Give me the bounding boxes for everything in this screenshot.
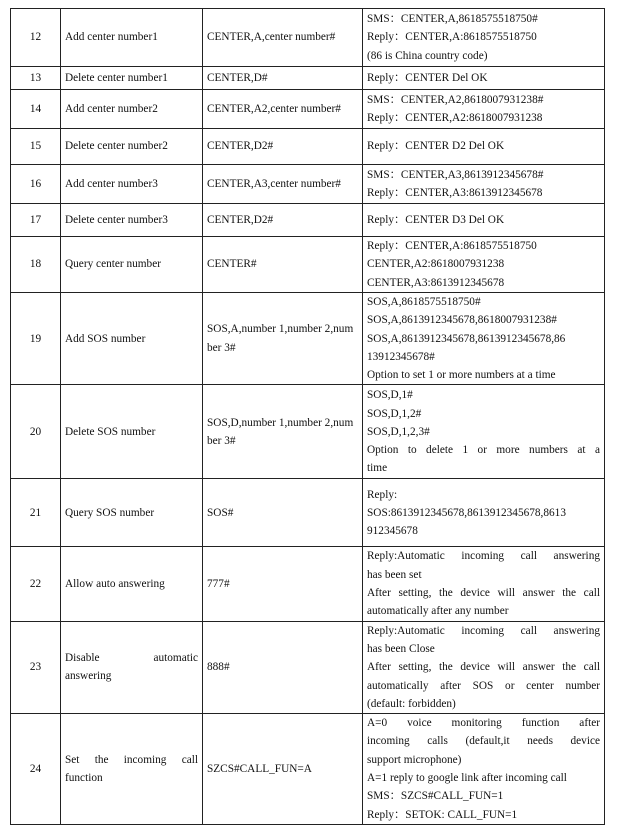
function-cell: Query SOS number [61, 479, 203, 547]
reply-line: automatically after SOS or center number [367, 679, 600, 692]
command-cell: CENTER,A2,center number# [203, 90, 363, 129]
reply-line: 912345678 [367, 525, 418, 538]
row-number: 14 [11, 90, 61, 129]
reply-line: CENTER,A3:8613912345678 [367, 276, 505, 289]
reply-cell [363, 129, 605, 165]
function-cell: Delete center number1 [61, 67, 203, 90]
reply-line: SMS：CENTER,A3,8613912345678# [367, 168, 544, 181]
reply-cell [363, 204, 605, 237]
reply-cell [363, 67, 605, 90]
reply-line: (86 is China country code) [367, 49, 488, 62]
function-cell: Delete center number2 [61, 129, 203, 165]
reply-line: Reply：SETOK: CALL_FUN=1 [367, 808, 518, 821]
command-cell: CENTER,D2# [203, 129, 363, 165]
command-cell: 888# [203, 621, 363, 713]
function-cell [61, 621, 203, 713]
row-number: 22 [11, 547, 61, 621]
reply-line: incoming calls (default,it needs device [367, 735, 600, 748]
reply-line: Reply: [367, 488, 398, 501]
function-cell: Delete center number3 [61, 204, 203, 237]
reply-line: has been Close [367, 642, 435, 655]
reply-line: Reply：CENTER,A3:8613912345678 [367, 187, 543, 199]
reply-line: CENTER,A2:8618007931238 [367, 258, 505, 271]
command-cell: SZCS#CALL_FUN=A [203, 714, 363, 825]
function-cell: Allow auto answering [61, 547, 203, 621]
reply-line: Reply:Automatic incoming call answering [367, 550, 600, 563]
command-cell: SOS,D,number 1,number 2,number 3# [203, 385, 363, 479]
reply-line: SOS:8613912345678,8613912345678,8613 [367, 506, 566, 519]
reply-line: After setting, the device will answer the call [367, 587, 600, 600]
table-row [11, 90, 605, 129]
row-number: 16 [11, 165, 61, 204]
command-cell: SOS# [203, 479, 363, 547]
reply-cell [363, 9, 605, 67]
reply-line: Option to delete 1 or more numbers at a [367, 444, 600, 457]
function-line: Set the incoming call [65, 753, 198, 766]
table-row [11, 385, 605, 479]
function-cell: Add SOS number [61, 293, 203, 385]
command-cell: CENTER,A3,center number# [203, 165, 363, 204]
function-cell: Add center number1 [61, 9, 203, 67]
reply-cell [363, 547, 605, 621]
reply-line: Reply：CENTER,A2:8618007931238 [367, 112, 543, 124]
reply-cell [363, 714, 605, 825]
reply-line: has been set [367, 568, 422, 581]
reply-line: Reply：CENTER D2 Del OK [367, 140, 505, 153]
reply-line: SOS,D,1,2,3# [367, 425, 430, 438]
reply-line: Reply:Automatic incoming call answering [367, 624, 600, 637]
table-row [11, 293, 605, 385]
table-row [11, 204, 605, 237]
table-row [11, 547, 605, 621]
table-row [11, 165, 605, 204]
row-number: 23 [11, 621, 61, 713]
reply-cell [363, 90, 605, 129]
function-line: Disable automatic [65, 652, 198, 665]
reply-line: SOS,A,8613912345678,8618007931238# [367, 314, 557, 327]
reply-line: A=0 voice monitoring function after [367, 717, 600, 730]
reply-line: Option to set 1 or more numbers at a time [367, 369, 556, 382]
reply-cell [363, 479, 605, 547]
reply-line: SMS：CENTER,A2,8618007931238# [367, 93, 544, 106]
table-row [11, 714, 605, 825]
function-cell: Delete SOS number [61, 385, 203, 479]
function-cell: Add center number3 [61, 165, 203, 204]
reply-line: SOS,A,8618575518750# [367, 296, 481, 308]
reply-line: SOS,D,1# [367, 389, 413, 402]
table-row [11, 237, 605, 293]
function-line: function [65, 772, 103, 785]
reply-line: (default: forbidden) [367, 697, 456, 710]
row-number: 19 [11, 293, 61, 385]
reply-line: A=1 reply to google link after incoming call [367, 772, 567, 785]
table-row [11, 129, 605, 165]
reply-line: automatically after any number [367, 605, 509, 618]
row-number: 20 [11, 385, 61, 479]
function-cell [61, 714, 203, 825]
reply-line: Reply：CENTER Del OK [367, 71, 488, 84]
function-line: answering [65, 670, 112, 683]
reply-line: 13912345678# [367, 350, 435, 363]
reply-line: Reply：CENTER,A:8618575518750 [367, 31, 537, 44]
reply-line: time [367, 462, 388, 475]
reply-line: SOS,D,1,2# [367, 407, 422, 420]
table-row [11, 9, 605, 67]
reply-cell [363, 385, 605, 479]
function-cell: Add center number2 [61, 90, 203, 129]
row-number: 18 [11, 237, 61, 293]
reply-cell [363, 621, 605, 713]
reply-line: After setting, the device will answer the call [367, 661, 600, 674]
command-cell: CENTER,D2# [203, 204, 363, 237]
row-number: 24 [11, 714, 61, 825]
command-cell: CENTER,D# [203, 67, 363, 90]
command-cell: CENTER,A,center number# [203, 9, 363, 67]
reply-line: SMS：CENTER,A,8618575518750# [367, 13, 538, 26]
reply-cell [363, 237, 605, 293]
command-cell: 777# [203, 547, 363, 621]
reply-line: Reply：CENTER D3 Del OK [367, 213, 505, 226]
reply-cell [363, 165, 605, 204]
reply-cell [363, 293, 605, 385]
reply-line: Reply：CENTER,A:8618575518750 [367, 240, 537, 253]
row-number: 15 [11, 129, 61, 165]
table-row [11, 67, 605, 90]
reply-line: SMS：SZCS#CALL_FUN=1 [367, 790, 504, 803]
row-number: 12 [11, 9, 61, 67]
reply-line: support microphone) [367, 753, 462, 766]
command-cell: SOS,A,number 1,number 2,number 3# [203, 293, 363, 385]
command-cell: CENTER# [203, 237, 363, 293]
command-table [10, 8, 605, 825]
row-number: 21 [11, 479, 61, 547]
row-number: 17 [11, 204, 61, 237]
function-cell: Query center number [61, 237, 203, 293]
row-number: 13 [11, 67, 61, 90]
table-row [11, 621, 605, 713]
reply-line: SOS,A,8613912345678,8613912345678,86 [367, 332, 566, 345]
table-row [11, 479, 605, 547]
